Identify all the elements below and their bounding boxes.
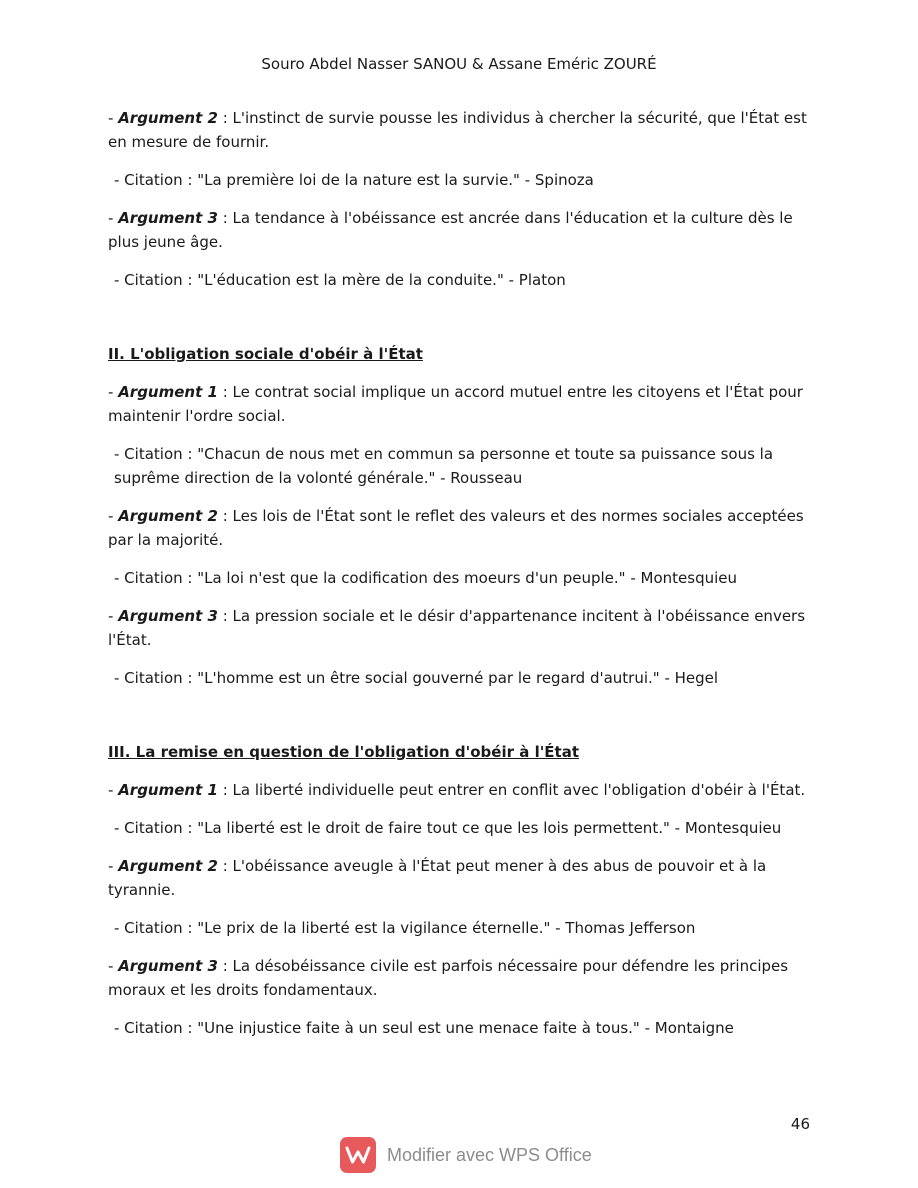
- argument-label: Argument 2: [118, 109, 218, 127]
- wps-edit-label[interactable]: Modifier avec WPS Office: [387, 1144, 592, 1165]
- wps-edit-banner[interactable]: [340, 1137, 592, 1173]
- argument-paragraph: [108, 604, 810, 652]
- argument-prefix: -: [108, 109, 119, 127]
- citation-paragraph: - Citation : "La loi n'est que la codification des moeurs d'un peuple." - Montesquieu: [114, 569, 737, 587]
- argument-text: : La pression sociale et le désir d'appartenance incitent à l'obéissance envers l'État.: [108, 607, 806, 649]
- argument-paragraph: [108, 206, 810, 254]
- argument-prefix: -: [108, 383, 119, 401]
- section-heading: III. La remise en question de l'obligation d'obéir à l'État: [108, 743, 580, 761]
- document-body: [108, 106, 810, 1054]
- page-number: 46: [790, 1115, 810, 1133]
- argument-paragraph: [108, 504, 810, 552]
- citation-paragraph: - Citation : "Une injustice faite à un seul est une menace faite à tous." - Montaigne: [114, 1019, 734, 1037]
- argument-label: Argument 2: [118, 507, 218, 525]
- argument-label: Argument 2: [118, 857, 218, 875]
- argument-paragraph: [108, 380, 810, 428]
- citation-paragraph: - Citation : "Chacun de nous met en commun sa personne et toute sa puissance sous la suprême direction de la volonté générale." - Rousseau: [114, 445, 774, 487]
- argument-label: Argument 3: [118, 957, 218, 975]
- argument-paragraph: [108, 954, 810, 1002]
- citation-paragraph: - Citation : "L'éducation est la mère de la conduite." - Platon: [114, 271, 566, 289]
- citation-paragraph: - Citation : "La liberté est le droit de faire tout ce que les lois permettent." - Montesquieu: [114, 819, 782, 837]
- argument-label: Argument 1: [118, 781, 218, 799]
- citation-paragraph: - Citation : "Le prix de la liberté est la vigilance éternelle." - Thomas Jefferson: [114, 919, 696, 937]
- argument-text: : L'instinct de survie pousse les individus à chercher la sécurité, que l'État est en mesure de fournir.: [108, 109, 807, 151]
- argument-text: : L'obéissance aveugle à l'État peut mener à des abus de pouvoir et à la tyrannie.: [108, 857, 767, 899]
- argument-prefix: -: [108, 781, 119, 799]
- citation-paragraph: - Citation : "L'homme est un être social gouverné par le regard d'autrui." - Hegel: [114, 669, 719, 687]
- page-header: Souro Abdel Nasser SANOU & Assane Eméric ZOURÉ: [261, 55, 657, 73]
- argument-prefix: -: [108, 857, 119, 875]
- section-heading: II. L'obligation sociale d'obéir à l'État: [108, 345, 423, 363]
- argument-text: : La tendance à l'obéissance est ancrée dans l'éducation et la culture dès le plus jeune âge.: [108, 209, 793, 251]
- wps-office-logo-icon: [340, 1137, 376, 1173]
- citation-paragraph: - Citation : "La première loi de la nature est la survie." - Spinoza: [114, 171, 594, 189]
- argument-label: Argument 3: [118, 607, 218, 625]
- argument-paragraph: [108, 778, 810, 802]
- argument-paragraph: [108, 854, 810, 902]
- argument-text: : La désobéissance civile est parfois nécessaire pour défendre les principes moraux et les droits fondamentaux.: [108, 957, 789, 999]
- argument-label: Argument 3: [118, 209, 218, 227]
- argument-prefix: -: [108, 607, 119, 625]
- argument-paragraph: [108, 106, 810, 154]
- argument-prefix: -: [108, 507, 119, 525]
- argument-text: : La liberté individuelle peut entrer en conflit avec l'obligation d'obéir à l'État.: [217, 781, 806, 799]
- argument-text: : Le contrat social implique un accord mutuel entre les citoyens et l'État pour maintenir l'ordre social.: [108, 383, 803, 425]
- argument-label: Argument 1: [118, 383, 218, 401]
- argument-text: : Les lois de l'État sont le reflet des valeurs et des normes sociales acceptées par la majorité.: [108, 507, 804, 549]
- argument-prefix: -: [108, 209, 119, 227]
- argument-prefix: -: [108, 957, 119, 975]
